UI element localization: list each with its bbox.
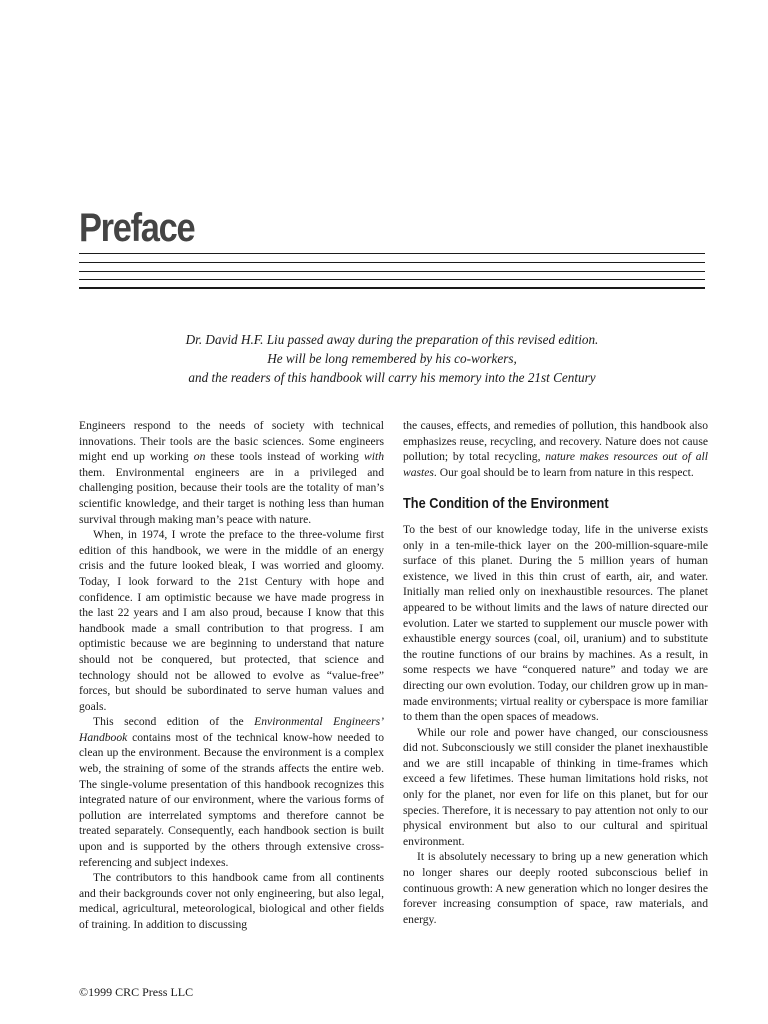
title-rule-5 [79,287,705,289]
emphasis-nature: nature makes resources out of all wastes [403,450,708,479]
right-paragraph-3: While our role and power have changed, our consciousness did not. Subconsciously we still consider the planet inexhaustible and we are still incapable of thinking in time-frames which exceed a few lifetimes. These human limitations hold risks, not only for the planet, nor even for life on this planet, but for our species. Therefore, it is necessary to pay attention not only to our physical environment but also to our cultural and spiritual environment. [403,725,708,848]
section-heading: The Condition of the Environment [403,496,609,513]
title-rule-2 [79,262,705,263]
text-run: Engineers respond to the needs of society with technical innovations. Their tools are the basic sciences. Some engineers might end up working [79,419,384,464]
left-paragraph-4: The contributors to this handbook came from all continents and their backgrounds cover not only engineering, but also legal, medical, agricultural, meteorological, biological and other fields of training. In addition to discussing [79,871,384,931]
left-paragraph-3 [79,714,384,870]
text-run: the causes, effects, and remedies of pollution, this handbook also emphasizes reuse, recycling, and recovery. Nature does not cause pollution; by total recycling, [403,419,708,464]
text-run: This second edition of the [93,715,255,729]
page-title: Preface [79,206,195,250]
left-paragraph-1 [79,418,384,527]
left-paragraph-2: When, in 1974, I wrote the preface to the three-volume first edition of this handbook, we were in the middle of an energy crisis and the future looked bleak, I was worried and gloomy. Today, I look forward to the 21st Century with hope and confidence. I am optimistic because we have made progress in the last 22 years and I am also proud, because I know that this handbook made a small contribution to that progress. I am optimistic because we are beginning to understand that nature should not be conquered, but protected, that science and technology should not be allowed to evolve as “value-free” forces, but should be subordinated to serve human values and goals. [79,528,384,713]
title-rule-3 [79,271,705,272]
title-rule-1 [79,253,705,254]
text-run: them. Environmental engineers are in a privileged and challenging position, because their tools are the totality of man’s scientific knowledge, and their target is nothing less than human survival through making man’s peace with nature. [79,465,384,526]
emphasis-with: with [364,450,384,464]
dedication-line-3: and the readers of this handbook will carry his memory into the 21st Century [188,370,596,385]
dedication-line-2: He will be long remembered by his co-workers, [267,351,517,366]
left-column [79,418,384,933]
book-title: Environmental Engineers’ Handbook [79,715,384,744]
text-run: contains most of the technical know-how needed to clean up the environment. Because the environment is a complex web, the straining of some of the strands affects the entire web. The single-volume presentation of this handbook recognizes this integrated nature of our environment, where the various forms of pollution are interrelated symptoms and therefore cannot be treated separately. Consequently, each handbook section is built upon and is supported by the others through extensive cross-referencing and subject indexes. [79,730,384,869]
right-paragraph-4: It is absolutely necessary to bring up a new generation which no longer shares our deeply rooted subconscious belief in continuous growth: A new generation which no longer desires the forever increasing consumption of space, raw materials, and energy. [403,850,708,926]
text-run: these tools instead of working [205,450,365,464]
right-paragraph-2: To the best of our knowledge today, life in the universe exists only in a ten-mile-thick layer on the 200-million-square-mile surface of this planet. During the 5 million years of human existence, we lived in this thin crust of earth, air, and water. Initially man relied only on inexhaustible resources. The planet appeared to be without limits and the laws of nature directed our evolution. Later we started to supplement our muscle power with exhaustible energy sources (coal, oil, uranium) and to substitute the routine functions of our brains by machines. As a result, in some respects we have “conquered nature” and today we are directing our own evolution. Today, our children grow up in man-made environments; virtual reality or cyberspace is more familiar to them than the open spaces of meadows. [403,522,708,724]
title-rule-4 [79,279,705,280]
right-paragraph-1 [403,418,708,480]
dedication-line-1: Dr. David H.F. Liu passed away during the preparation of this revised edition. [185,332,599,347]
dedication [79,330,705,387]
right-column [403,418,708,927]
text-run: . Our goal should be to learn from nature in this respect. [433,465,694,479]
copyright-footer: ©1999 CRC Press LLC [79,985,194,999]
emphasis-on: on [193,450,206,464]
